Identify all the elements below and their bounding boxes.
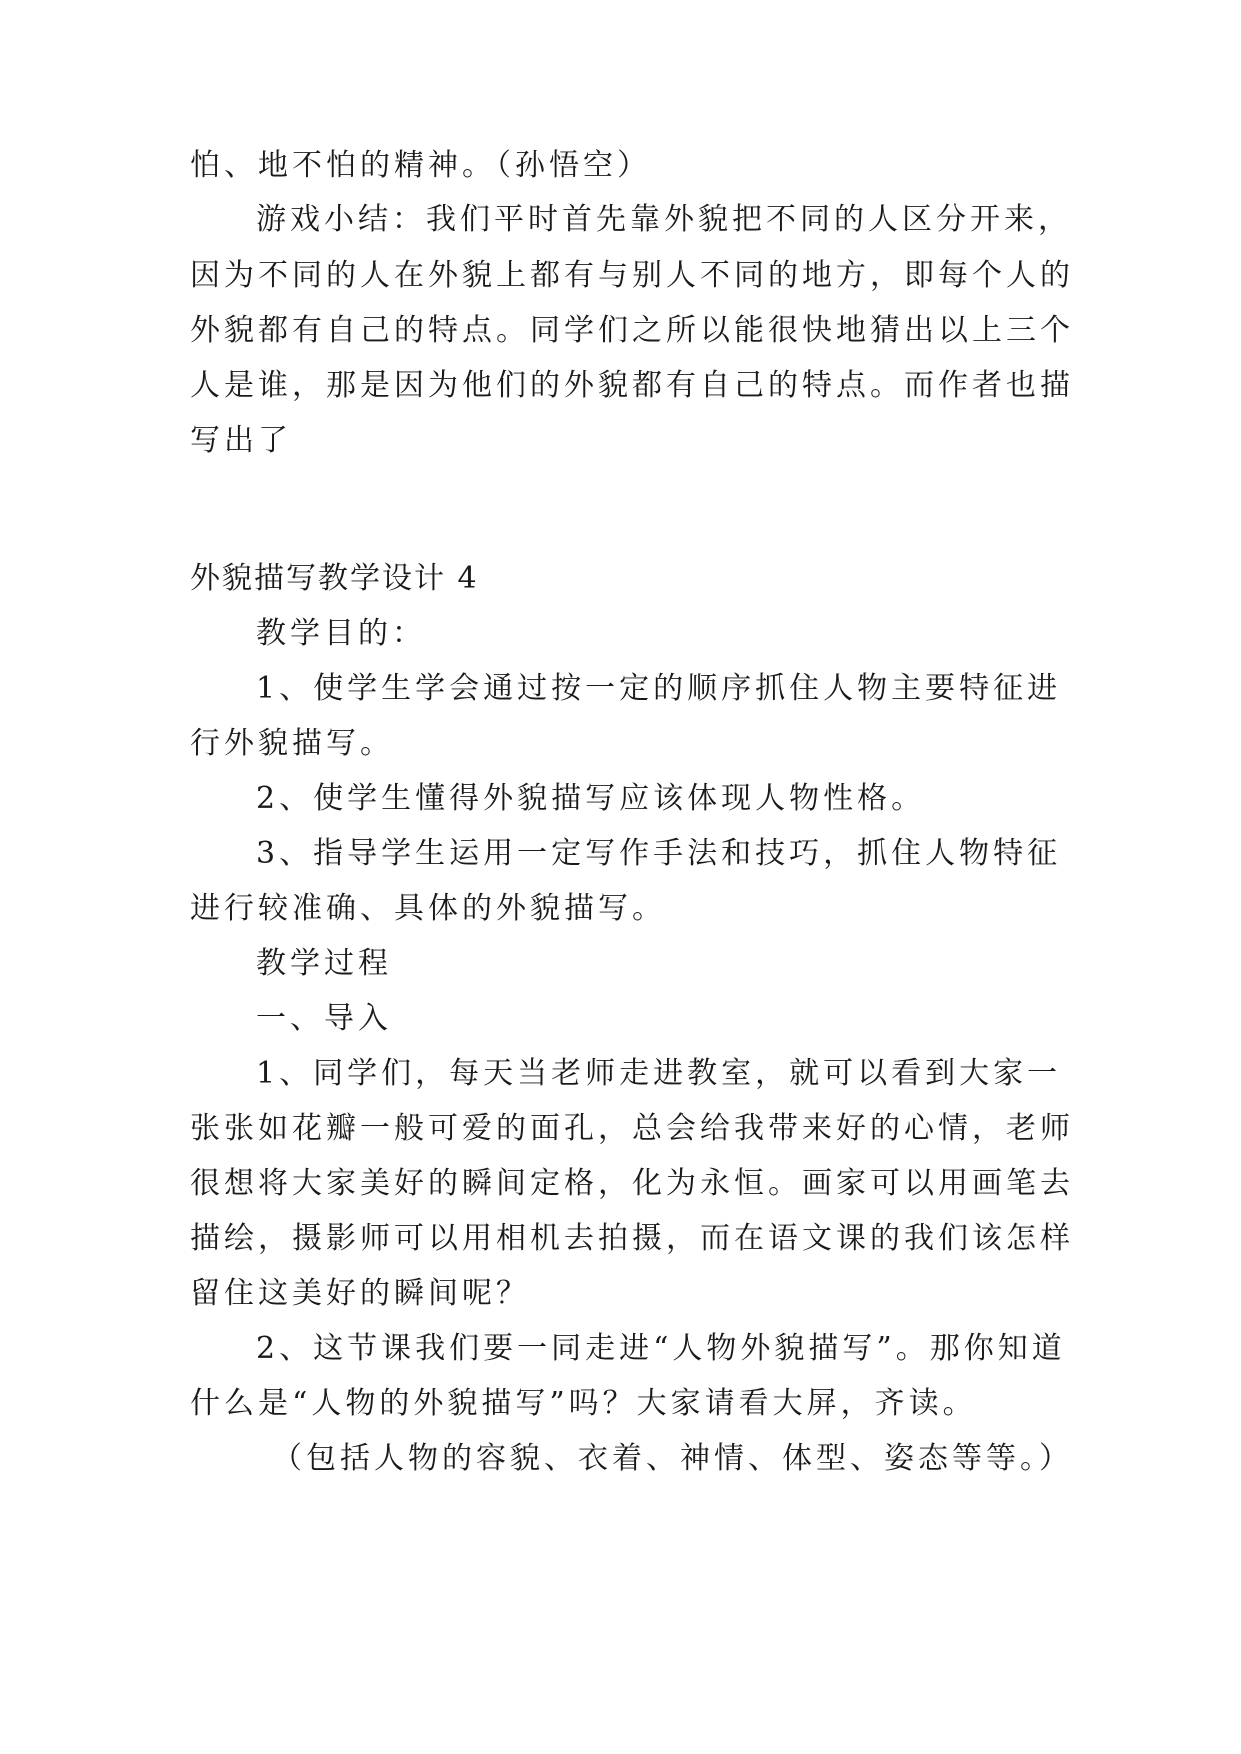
text-line: 教学目的：: [256, 616, 426, 651]
text-line: 1、同学们，每天当老师走进教室，就可以看到大家一: [256, 1056, 1062, 1091]
text-line: 怕、地不怕的精神。（孙悟空）: [190, 148, 651, 183]
text-line: 游戏小结：我们平时首先靠外貌把不同的人区分开来，: [256, 202, 1072, 237]
text-line: 教学过程: [256, 946, 392, 981]
text-line: 很想将大家美好的瞬间定格，化为永恒。画家可以用画笔去: [190, 1166, 1074, 1201]
text-line: 留住这美好的瞬间呢？: [190, 1276, 530, 1311]
text-line: 因为不同的人在外貌上都有与别人不同的地方，即每个人的: [190, 258, 1074, 293]
text-line: 张张如花瓣一般可爱的面孔，总会给我带来好的心情，老师: [190, 1111, 1074, 1146]
text-line: 外貌都有自己的特点。同学们之所以能很快地猜出以上三个: [190, 313, 1074, 348]
text-line: （包括人物的容貌、衣着、神情、体型、姿态等等。）: [272, 1441, 1073, 1476]
text-line: 1、使学生学会通过按一定的顺序抓住人物主要特征进: [256, 671, 1062, 706]
text-line: 2、这节课我们要一同走进“人物外貌描写”。那你知道: [256, 1331, 1066, 1366]
text-line: 什么是“人物的外貌描写”吗？大家请看大屏，齐读。: [190, 1386, 977, 1421]
section-heading: 外貌描写教学设计 4: [190, 561, 479, 596]
text-line: 进行较准确、具体的外貌描写。: [190, 891, 666, 926]
text-line: 描绘，摄影师可以用相机去拍摄，而在语文课的我们该怎样: [190, 1221, 1074, 1256]
text-line: 一、导入: [256, 1001, 392, 1036]
text-line: 行外貌描写。: [190, 726, 394, 761]
text-line: 2、使学生懂得外貌描写应该体现人物性格。: [256, 781, 926, 816]
text-line: 人是谁，那是因为他们的外貌都有自己的特点。而作者也描: [190, 368, 1074, 403]
text-line: 写出了: [190, 423, 292, 458]
text-line: 3、指导学生运用一定写作手法和技巧，抓住人物特征: [256, 836, 1062, 871]
